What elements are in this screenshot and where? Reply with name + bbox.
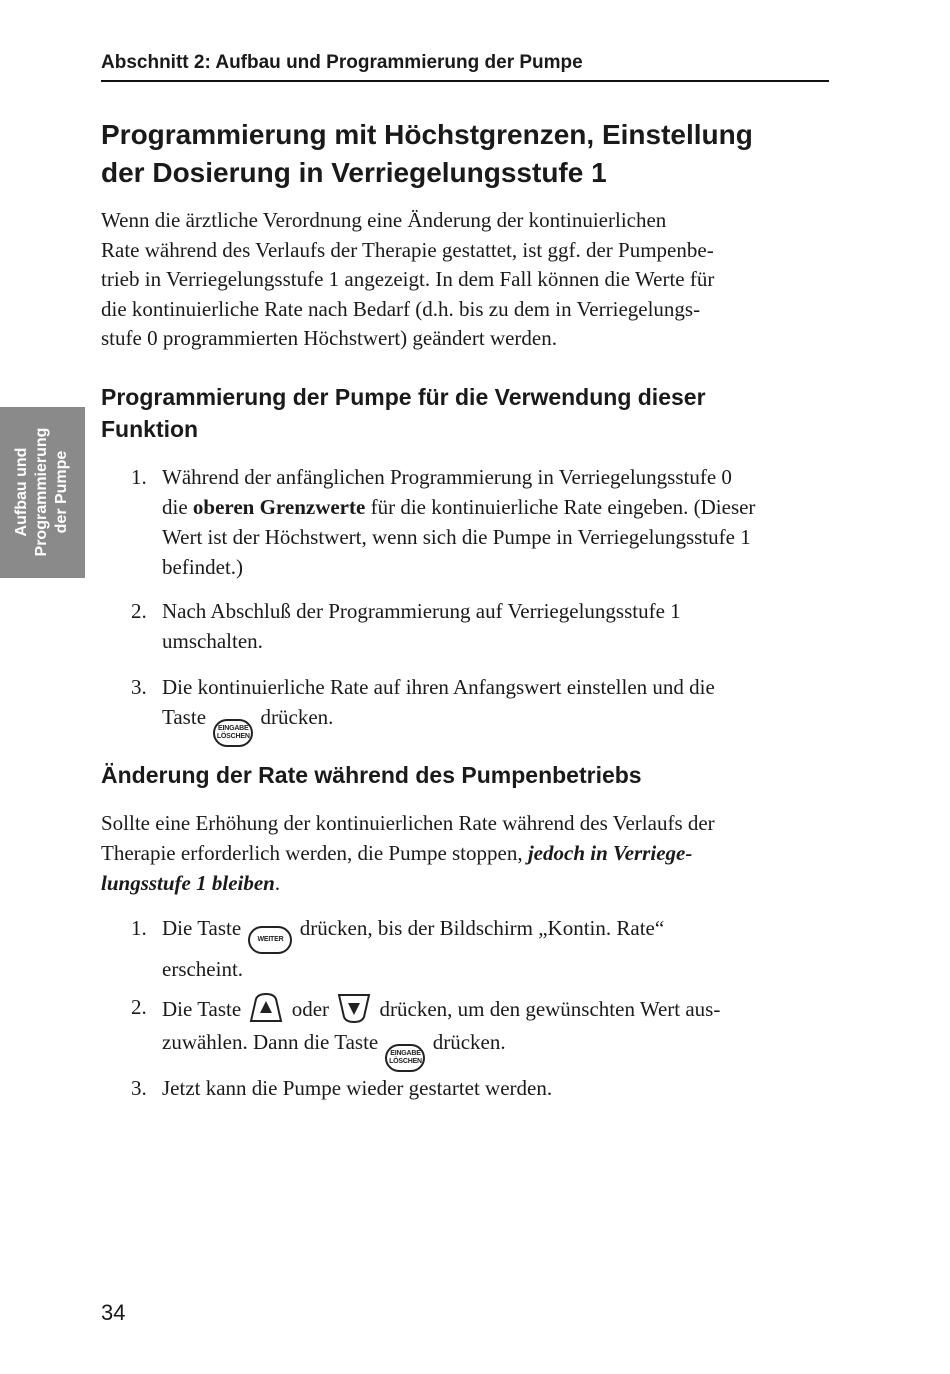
step-text: Während der anfänglichen Programmierung in Verriegelungsstufe 0	[162, 465, 732, 489]
list-item	[101, 596, 831, 656]
step-text: befindet.)	[162, 555, 244, 579]
step-text: umschalten.	[162, 629, 263, 653]
step-text: erscheint.	[162, 957, 244, 981]
list-item	[101, 1073, 831, 1103]
step-text: Nach Abschluß der Programmierung auf Verriegelungsstufe 1	[162, 599, 681, 623]
intro-paragraph	[101, 206, 831, 354]
clear-key-label: LÖSCHEN	[216, 733, 250, 740]
enter-clear-key-icon	[385, 1044, 425, 1072]
intro-line: die kontinuierliche Rate nach Bedarf (d.h. bis zu dem in Verriegelungs-	[101, 296, 701, 321]
enter-clear-key-icon	[213, 719, 253, 747]
step-text: Die Taste	[162, 997, 242, 1021]
step-text: drücken, bis der Bildschirm „Kontin. Rate“	[299, 916, 665, 940]
step-number: 2.	[131, 599, 147, 623]
para-line: .	[274, 871, 281, 895]
intro-line: Rate während des Verlaufs der Therapie gestattet, ist ggf. der Pumpenbe-	[101, 237, 714, 262]
para-emphasis: lungsstufe 1 bleiben	[101, 871, 275, 895]
step-text: Taste	[162, 705, 207, 729]
intro-line: trieb in Verriegelungsstufe 1 angezeigt. In dem Fall können die Werte für	[101, 267, 715, 291]
section2-steps-3	[101, 1073, 831, 1103]
title-line2: der Dosierung in Verriegelungsstufe 1	[101, 157, 607, 188]
step-number: 2.	[131, 995, 147, 1019]
side-tab-line2: Programmierung	[33, 427, 50, 557]
list-item	[101, 672, 831, 747]
step-bold-text: oberen Grenzwerte	[192, 495, 366, 519]
section1-steps-3	[101, 672, 831, 747]
section-header: Abschnitt 2: Aufbau und Programmierung der Pumpe	[101, 50, 829, 82]
section1-heading-line2: Funktion	[101, 416, 199, 442]
intro-line: stufe 0 programmierten Höchstwert) geändert werden.	[101, 326, 557, 350]
step-text: für die kontinuierliche Rate eingeben. (Dieser	[365, 495, 756, 519]
up-arrow-icon	[248, 991, 284, 1025]
page-title	[101, 116, 841, 192]
step-number: 1.	[131, 465, 147, 489]
step-text: die	[162, 495, 193, 519]
section1-steps-2	[101, 596, 831, 656]
side-tab-label	[12, 428, 72, 557]
side-tab-line1: Aufbau und	[13, 447, 30, 537]
title-line1: Programmierung mit Höchstgrenzen, Einstellung	[101, 119, 753, 150]
step-text: drücken, um den gewünschten Wert aus-	[379, 997, 721, 1021]
list-item	[101, 991, 831, 1072]
page-number: 34	[101, 1300, 126, 1325]
step-text: Wert ist der Höchstwert, wenn sich die Pumpe in Verriegelungsstufe 1	[162, 525, 751, 549]
para-line: Therapie erforderlich werden, die Pumpe stoppen,	[101, 841, 528, 865]
step-text: Die Taste	[162, 916, 242, 940]
list-item	[101, 913, 831, 984]
step-text: drücken.	[432, 1030, 506, 1054]
side-tab	[0, 407, 85, 578]
next-key-label: WEITER	[257, 936, 284, 943]
enter-key-label: EINGABE	[218, 725, 249, 732]
step-text: oder	[291, 997, 330, 1021]
para-line: Sollte eine Erhöhung der kontinuierlichen Rate während des Verlaufs der	[101, 811, 715, 835]
step-number: 3.	[131, 675, 147, 699]
enter-key-label: EINGABE	[390, 1050, 421, 1057]
step-text: Jetzt kann die Pumpe wieder gestartet werden.	[162, 1076, 553, 1100]
section2-heading: Änderung der Rate während des Pumpenbetriebs	[101, 762, 642, 788]
para-emphasis: jedoch in Verriege-	[527, 841, 693, 865]
down-arrow-icon	[336, 991, 372, 1025]
list-item	[101, 462, 831, 582]
step-text: Die kontinuierliche Rate auf ihren Anfangswert einstellen und die	[162, 675, 715, 699]
step-text: drücken.	[260, 705, 334, 729]
section1-heading-line1: Programmierung der Pumpe für die Verwendung dieser	[101, 384, 706, 410]
section2-steps-2	[101, 991, 831, 1072]
section1-steps	[101, 462, 831, 582]
step-number: 1.	[131, 916, 147, 940]
section2-paragraph	[101, 808, 831, 898]
step-text: zuwählen. Dann die Taste	[162, 1030, 379, 1054]
section1-heading	[101, 381, 841, 445]
clear-key-label: LÖSCHEN	[389, 1058, 422, 1065]
intro-line: Wenn die ärztliche Verordnung eine Änderung der kontinuierlichen	[101, 208, 667, 232]
section2-steps	[101, 913, 831, 984]
side-tab-line3: der Pumpe	[53, 450, 70, 534]
next-key-icon	[248, 926, 292, 954]
step-number: 3.	[131, 1076, 147, 1100]
